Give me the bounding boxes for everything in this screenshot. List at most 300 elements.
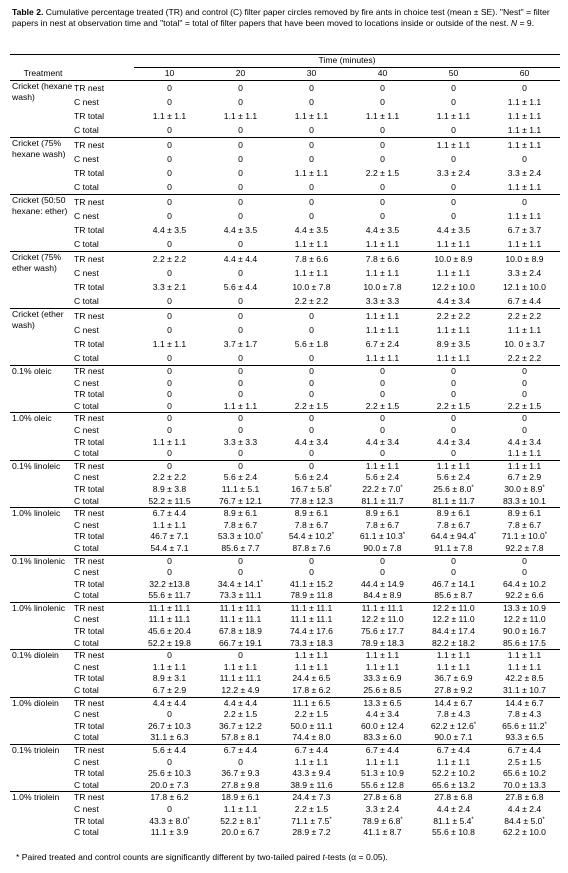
value-cell: 0 xyxy=(238,268,243,278)
measure-label: TR nest xyxy=(74,602,134,614)
value-cell: 82.2 ± 18.2 xyxy=(432,637,475,648)
value-cell: 78.9 ± 11.8 xyxy=(290,590,333,601)
value-cell: 6.7 ± 4.4 xyxy=(276,745,347,757)
table-row xyxy=(10,460,560,472)
value-cell: 0 xyxy=(205,195,276,210)
value-cell: 0 xyxy=(167,154,172,164)
value-cell: 90.0 ± 7.1 xyxy=(434,732,473,743)
value-cell: 1.1 ± 1.1 xyxy=(294,756,329,767)
table-row xyxy=(10,816,560,828)
value-cell: 3.3 ± 2.1 xyxy=(152,282,187,292)
value-cell: 1.1 ± 1.1 xyxy=(223,111,258,121)
table-row xyxy=(10,780,560,792)
value-cell: 75.6 ± 17.7 xyxy=(361,626,404,637)
measure-label: TR nest xyxy=(74,697,134,709)
value-cell: 0 xyxy=(451,125,456,135)
value-cell: 0 xyxy=(276,555,347,567)
value-cell: 0 xyxy=(418,81,489,96)
time-col-60: 60 xyxy=(489,68,560,81)
value-cell: 0 xyxy=(418,555,489,567)
footnote-text-a: * Paired treated and control counts are significantly different by two-tailed paired xyxy=(16,852,323,862)
value-cell: 83.3 ± 6.0 xyxy=(363,732,402,743)
value-cell: 60.0 ± 12.4 xyxy=(361,720,404,731)
value-cell: 2.5 ± 1.5 xyxy=(507,756,542,767)
value-cell: 1.1 ± 1.1 xyxy=(365,756,400,767)
value-cell: 1.1 ± 1.1 xyxy=(347,460,418,472)
measure-label: C nest xyxy=(74,803,99,814)
value-cell: 0 xyxy=(167,709,172,720)
value-cell: 55.6 ± 11.7 xyxy=(148,590,191,601)
value-cell: 8.9 ± 6.1 xyxy=(205,508,276,520)
table-row xyxy=(10,323,560,337)
value-cell: 0 xyxy=(276,81,347,96)
value-cell: 0 xyxy=(238,154,243,164)
value-cell: 20.0 ± 6.7 xyxy=(221,827,260,838)
value-cell: 0 xyxy=(309,182,314,192)
value-cell: 14.4 ± 6.7 xyxy=(418,697,489,709)
value-cell: 1.1 ± 1.1 xyxy=(365,325,400,335)
measure-label: C total xyxy=(74,448,99,459)
value-cell: 11.1 ± 6.5 xyxy=(276,697,347,709)
value-cell: 5.6 ± 4.4 xyxy=(134,745,205,757)
value-cell: 0 xyxy=(347,413,418,425)
value-cell: 0 xyxy=(489,81,560,96)
value-cell: 4.4 ± 3.5 xyxy=(294,225,329,235)
time-header: Time (minutes) xyxy=(134,55,560,68)
value-cell: 10.0 ± 7.8 xyxy=(292,282,331,292)
treatment-name: Cricket (75% hexane wash) xyxy=(10,138,74,195)
value-cell: 1.1 ± 1.1 xyxy=(507,661,542,672)
header-spacer xyxy=(74,55,134,68)
value-cell: 10.0 ± 7.8 xyxy=(363,282,402,292)
value-cell: 0 xyxy=(418,366,489,378)
value-cell: 3.3 ± 3.3 xyxy=(223,436,258,447)
value-cell: 0 xyxy=(167,424,172,435)
value-cell: 0 xyxy=(167,389,172,400)
value-cell: 65.6 ± 13.2 xyxy=(432,779,475,790)
value-cell: 41.1 ± 8.7 xyxy=(363,827,402,838)
measure-label: C nest xyxy=(74,97,99,107)
value-cell: 8.9 ± 6.1 xyxy=(347,508,418,520)
value-cell: 1.1 ± 1.1 xyxy=(489,650,560,662)
table-row xyxy=(10,294,560,309)
value-cell: 0 xyxy=(238,353,243,363)
value-cell: 1.1 ± 1.1 xyxy=(365,111,400,121)
caption-text: Cumulative percentage treated (TR) and control (C) filter paper circles removed by fire ants in choice test (mean ± SE). "Nest" = filter papers in nest at observation time and "total" = total of filter papers that have been moved to locations inside or outside of the nest. xyxy=(12,7,550,29)
value-cell: 11.1 ± 3.9 xyxy=(150,827,189,838)
value-cell: 7.8 ± 4.3 xyxy=(436,709,471,720)
time-col-40: 40 xyxy=(347,68,418,81)
value-cell: 52.2 ± 10.2 xyxy=(432,768,475,779)
table-row xyxy=(10,366,560,378)
table-row xyxy=(10,614,560,626)
value-cell: 0 xyxy=(418,413,489,425)
measure-label: TR nest xyxy=(74,138,134,153)
significance-mark: * xyxy=(329,816,332,823)
value-cell: 0 xyxy=(167,325,172,335)
table-row xyxy=(10,626,560,638)
table-body xyxy=(10,81,560,839)
value-cell: 4.4 ± 2.4 xyxy=(507,803,542,814)
measure-label: TR total xyxy=(74,768,105,779)
footnote-t-symbol: t xyxy=(322,852,325,862)
value-cell: 0 xyxy=(276,460,347,472)
measure-label: TR total xyxy=(74,111,105,121)
measure-label: C nest xyxy=(74,709,99,720)
table-row xyxy=(10,496,560,508)
value-cell: 62.2 ± 10.0 xyxy=(503,827,546,838)
value-cell: 1.1 ± 1.1 xyxy=(152,519,187,530)
treatment-name: 0.1% linoleic xyxy=(10,460,74,507)
measure-label: TR total xyxy=(74,673,105,684)
value-cell: 3.3 ± 3.3 xyxy=(365,296,400,306)
significance-mark: * xyxy=(187,816,190,823)
value-cell: 81.1 ± 11.7 xyxy=(361,495,404,506)
value-cell: 0 xyxy=(451,182,456,192)
value-cell: 10.0 ± 8.9 xyxy=(489,252,560,267)
value-cell: 0 xyxy=(276,309,347,324)
value-cell: 0 xyxy=(134,413,205,425)
value-cell: 43.3 ± 9.4 xyxy=(292,768,331,779)
value-cell: 1.1 ± 1.1 xyxy=(294,168,329,178)
measure-label: C nest xyxy=(74,211,99,221)
measure-label: TR total xyxy=(74,339,105,349)
value-cell: 6.7 ± 4.4 xyxy=(347,745,418,757)
table-row xyxy=(10,252,560,267)
value-cell: 73.3 ± 11.1 xyxy=(219,590,262,601)
value-cell: 0 xyxy=(380,182,385,192)
value-cell: 55.6 ± 12.8 xyxy=(361,779,404,790)
value-cell: 4.4 ± 3.4 xyxy=(365,436,400,447)
value-cell: 6.7 ± 2.4 xyxy=(365,339,400,349)
value-cell: 44.4 ± 14.9 xyxy=(361,578,404,589)
table-row xyxy=(10,520,560,532)
value-cell: 0 xyxy=(238,325,243,335)
measure-label: TR nest xyxy=(74,309,134,324)
measure-label: C total xyxy=(74,125,99,135)
value-cell: 84.4 ± 5.0* xyxy=(504,815,545,826)
value-cell: 62.2 ± 12.6* xyxy=(430,720,477,731)
table-row xyxy=(10,567,560,579)
value-cell: 0 xyxy=(238,182,243,192)
value-cell: 77.8 ± 12.3 xyxy=(290,495,333,506)
value-cell: 1.1 ± 1.1 xyxy=(418,650,489,662)
value-cell: 0 xyxy=(276,366,347,378)
measure-label: C nest xyxy=(74,519,99,530)
value-cell: 0 xyxy=(238,448,243,459)
value-cell: 1.1 ± 1.1 xyxy=(507,125,542,135)
table-row xyxy=(10,389,560,401)
table-row xyxy=(10,95,560,109)
value-cell: 0 xyxy=(347,366,418,378)
measure-label: TR nest xyxy=(74,745,134,757)
value-cell: 0 xyxy=(205,413,276,425)
value-cell: 1.1 ± 1.1 xyxy=(489,138,560,153)
measure-label: C total xyxy=(74,732,99,743)
value-cell: 0 xyxy=(238,567,243,578)
value-cell: 1.1 ± 1.1 xyxy=(436,239,471,249)
measure-label: TR nest xyxy=(74,650,134,662)
value-cell: 25.6 ± 8.5 xyxy=(363,685,402,696)
value-cell: 13.3 ± 6.5 xyxy=(347,697,418,709)
value-cell: 1.1 ± 1.1 xyxy=(436,325,471,335)
value-cell: 2.2 ± 1.5 xyxy=(365,168,400,178)
value-cell: 3.7 ± 1.7 xyxy=(223,339,258,349)
table-row xyxy=(10,685,560,697)
value-cell: 0 xyxy=(451,567,456,578)
value-cell: 6.7 ± 3.7 xyxy=(507,225,542,235)
table-row xyxy=(10,437,560,449)
value-cell: 90.0 ± 7.8 xyxy=(363,542,402,553)
value-cell: 65.6 ± 10.2 xyxy=(503,768,546,779)
value-cell: 0 xyxy=(205,555,276,567)
value-cell: 0 xyxy=(238,296,243,306)
value-cell: 5.6 ± 2.4 xyxy=(365,472,400,483)
table-row xyxy=(10,209,560,223)
value-cell: 0 xyxy=(309,377,314,388)
value-cell: 71.1 ± 10.0* xyxy=(501,531,548,542)
value-cell: 1.1 ± 1.1 xyxy=(507,448,542,459)
value-cell: 1.1 ± 1.1 xyxy=(152,111,187,121)
value-cell: 0 xyxy=(380,125,385,135)
caption-n-value: = 9. xyxy=(517,18,535,29)
value-cell: 84.4 ± 17.4 xyxy=(432,626,475,637)
value-cell: 52.2 ± 11.5 xyxy=(148,495,191,506)
measure-label: TR total xyxy=(74,626,105,637)
value-cell: 2.2 ± 1.5 xyxy=(294,803,329,814)
time-col-20: 20 xyxy=(205,68,276,81)
value-cell: 27.8 ± 9.8 xyxy=(221,779,260,790)
value-cell: 0 xyxy=(309,448,314,459)
value-cell: 17.8 ± 6.2 xyxy=(292,685,331,696)
table-row xyxy=(10,401,560,413)
value-cell: 0 xyxy=(347,81,418,96)
value-cell: 1.1 ± 1.1 xyxy=(436,268,471,278)
measure-label: C total xyxy=(74,296,99,306)
value-cell: 57.8 ± 8.1 xyxy=(221,732,260,743)
value-cell: 4.4 ± 3.5 xyxy=(223,225,258,235)
value-cell: 1.1 ± 1.1 xyxy=(223,400,258,411)
value-cell: 0 xyxy=(347,555,418,567)
value-cell: 1.1 ± 1.1 xyxy=(365,353,400,363)
value-cell: 0 xyxy=(309,424,314,435)
measure-label: C total xyxy=(74,779,99,790)
measure-label: C nest xyxy=(74,268,99,278)
value-cell: 28.9 ± 7.2 xyxy=(292,827,331,838)
measure-label: TR total xyxy=(74,168,105,178)
value-cell: 36.7 ± 6.9 xyxy=(434,673,473,684)
value-cell: 18.9 ± 6.1 xyxy=(205,792,276,804)
value-cell: 1.1 ± 1.1 xyxy=(152,339,187,349)
significance-mark: * xyxy=(471,816,474,823)
value-cell: 0 xyxy=(347,195,418,210)
table-row xyxy=(10,166,560,180)
value-cell: 0 xyxy=(451,154,456,164)
table-caption xyxy=(12,7,560,29)
value-cell: 36.7 ± 9.3 xyxy=(221,768,260,779)
value-cell: 1.1 ± 1.1 xyxy=(436,111,471,121)
value-cell: 43.3 ± 8.0* xyxy=(149,815,190,826)
value-cell: 11.1 ± 11.1 xyxy=(219,673,262,684)
value-cell: 0 xyxy=(238,389,243,400)
table-row xyxy=(10,543,560,555)
value-cell: 46.7 ± 14.1 xyxy=(432,578,475,589)
value-cell: 0 xyxy=(309,567,314,578)
value-cell: 27.8 ± 9.2 xyxy=(434,685,473,696)
value-cell: 0 xyxy=(522,424,527,435)
table-row xyxy=(10,792,560,804)
value-cell: 0 xyxy=(134,309,205,324)
measure-label: C total xyxy=(74,827,99,838)
value-cell: 16.7 ± 5.8* xyxy=(291,483,332,494)
value-cell: 1.1 ± 1.1 xyxy=(365,268,400,278)
value-cell: 0 xyxy=(167,211,172,221)
table-label: Table 2. xyxy=(12,7,44,17)
measure-label: TR nest xyxy=(74,252,134,267)
value-cell: 0 xyxy=(134,555,205,567)
significance-mark: * xyxy=(260,532,264,539)
measure-label: C nest xyxy=(74,325,99,335)
value-cell: 0 xyxy=(134,195,205,210)
value-cell: 33.3 ± 6.9 xyxy=(363,673,402,684)
table-row xyxy=(10,413,560,425)
value-cell: 0 xyxy=(167,296,172,306)
value-cell: 11.1 ± 11.1 xyxy=(134,602,205,614)
measure-label: TR nest xyxy=(74,792,134,804)
treatment-name: 0.1% diolein xyxy=(10,650,74,697)
value-cell: 1.1 ± 1.1 xyxy=(436,353,471,363)
table-row xyxy=(10,768,560,780)
value-cell: 2.2 ± 1.5 xyxy=(294,709,329,720)
value-cell: 12.2 ± 10.0 xyxy=(432,282,475,292)
measure-label: TR total xyxy=(74,720,105,731)
significance-mark: * xyxy=(544,721,547,728)
value-cell: 6.7 ± 4.4 xyxy=(489,745,560,757)
caption-n-symbol: N xyxy=(510,18,518,29)
value-cell: 1.1 ± 1.1 xyxy=(418,138,489,153)
table-row xyxy=(10,123,560,138)
value-cell: 3.3 ± 2.4 xyxy=(507,268,542,278)
value-cell: 5.6 ± 2.4 xyxy=(436,472,471,483)
value-cell: 27.8 ± 6.8 xyxy=(418,792,489,804)
value-cell: 93.3 ± 6.5 xyxy=(505,732,544,743)
value-cell: 8.9 ± 3.5 xyxy=(436,339,471,349)
value-cell: 65.6 ± 11.2* xyxy=(502,720,547,731)
measure-label: C nest xyxy=(74,567,99,578)
value-cell: 74.4 ± 17.6 xyxy=(290,626,333,637)
value-cell: 61.1 ± 10.3* xyxy=(359,531,406,542)
measure-label: C total xyxy=(74,353,99,363)
measure-label: C total xyxy=(74,590,99,601)
measure-label: TR nest xyxy=(74,460,134,472)
value-cell: 0 xyxy=(238,211,243,221)
table-row xyxy=(10,152,560,166)
significance-mark: * xyxy=(329,484,332,491)
significance-mark: * xyxy=(400,484,403,491)
value-cell: 0 xyxy=(167,168,172,178)
value-cell: 1.1 ± 1.1 xyxy=(365,661,400,672)
value-cell: 0 xyxy=(167,377,172,388)
table-row xyxy=(10,697,560,709)
footnote-text-b: -tests (α = 0.05). xyxy=(324,852,388,862)
value-cell: 4.4 ± 3.5 xyxy=(365,225,400,235)
value-cell: 12.2 ± 11.0 xyxy=(503,614,546,625)
value-cell: 12.2 ± 11.0 xyxy=(432,614,475,625)
value-cell: 30.0 ± 8.9* xyxy=(504,483,545,494)
value-cell: 71.1 ± 7.5* xyxy=(291,815,332,826)
value-cell: 0 xyxy=(522,567,527,578)
table-row xyxy=(10,827,560,839)
value-cell: 26.7 ± 10.3 xyxy=(148,720,191,731)
value-cell: 76.7 ± 12.1 xyxy=(219,495,262,506)
value-cell: 0 xyxy=(205,309,276,324)
value-cell: 11.1 ± 11.1 xyxy=(276,602,347,614)
value-cell: 1.1 ± 1.1 xyxy=(507,182,542,192)
value-cell: 83.3 ± 10.1 xyxy=(503,495,546,506)
time-col-30: 30 xyxy=(276,68,347,81)
value-cell: 4.4 ± 3.5 xyxy=(152,225,187,235)
significance-mark: * xyxy=(400,816,403,823)
value-cell: 20.0 ± 7.3 xyxy=(150,779,189,790)
value-cell: 70.0 ± 13.3 xyxy=(503,779,546,790)
footnote xyxy=(16,852,388,862)
value-cell: 4.4 ± 3.4 xyxy=(365,709,400,720)
value-cell: 12.2 ± 4.9 xyxy=(221,685,260,696)
table-row xyxy=(10,709,560,721)
treatment-name: 1.0% linolenic xyxy=(10,602,74,649)
measure-label: TR nest xyxy=(74,555,134,567)
value-cell: 2.2 ± 2.2 xyxy=(134,252,205,267)
table-row xyxy=(10,579,560,591)
measure-label: C total xyxy=(74,637,99,648)
value-cell: 0 xyxy=(309,389,314,400)
value-cell: 6.7 ± 4.4 xyxy=(418,745,489,757)
value-cell: 0 xyxy=(309,325,314,335)
value-cell: 22.2 ± 7.0* xyxy=(362,483,403,494)
value-cell: 5.6 ± 1.8 xyxy=(294,339,329,349)
value-cell: 0 xyxy=(418,195,489,210)
value-cell: 4.4 ± 4.4 xyxy=(205,252,276,267)
value-cell: 6.7 ± 4.4 xyxy=(134,508,205,520)
time-col-10: 10 xyxy=(134,68,205,81)
value-cell: 1.1 ± 1.1 xyxy=(347,309,418,324)
value-cell: 11.1 ± 5.1 xyxy=(221,483,260,494)
value-cell: 52.2 ± 19.8 xyxy=(148,637,191,648)
value-cell: 0 xyxy=(380,567,385,578)
value-cell: 5.6 ± 2.4 xyxy=(294,472,329,483)
value-cell: 7.8 ± 6.7 xyxy=(507,519,542,530)
value-cell: 2.2 ± 1.5 xyxy=(223,709,258,720)
value-cell: 55.6 ± 10.8 xyxy=(432,827,475,838)
value-cell: 54.4 ± 10.2* xyxy=(288,531,335,542)
time-col-50: 50 xyxy=(418,68,489,81)
value-cell: 0 xyxy=(167,756,172,767)
value-cell: 0 xyxy=(205,138,276,153)
value-cell: 1.1 ± 1.1 xyxy=(294,111,329,121)
value-cell: 1.1 ± 1.1 xyxy=(365,239,400,249)
value-cell: 1.1 ± 1.1 xyxy=(418,460,489,472)
value-cell: 32.2 ±13.8 xyxy=(149,578,190,589)
table-row xyxy=(10,351,560,366)
value-cell: 0 xyxy=(451,377,456,388)
value-cell: 2.2 ± 2.2 xyxy=(489,309,560,324)
value-cell: 45.6 ± 20.4 xyxy=(148,626,191,637)
value-cell: 1.1 ± 1.1 xyxy=(436,756,471,767)
value-cell: 0 xyxy=(238,168,243,178)
table-row xyxy=(10,337,560,351)
value-cell: 12.2 ± 11.0 xyxy=(418,602,489,614)
value-cell: 4.4 ± 3.4 xyxy=(294,436,329,447)
